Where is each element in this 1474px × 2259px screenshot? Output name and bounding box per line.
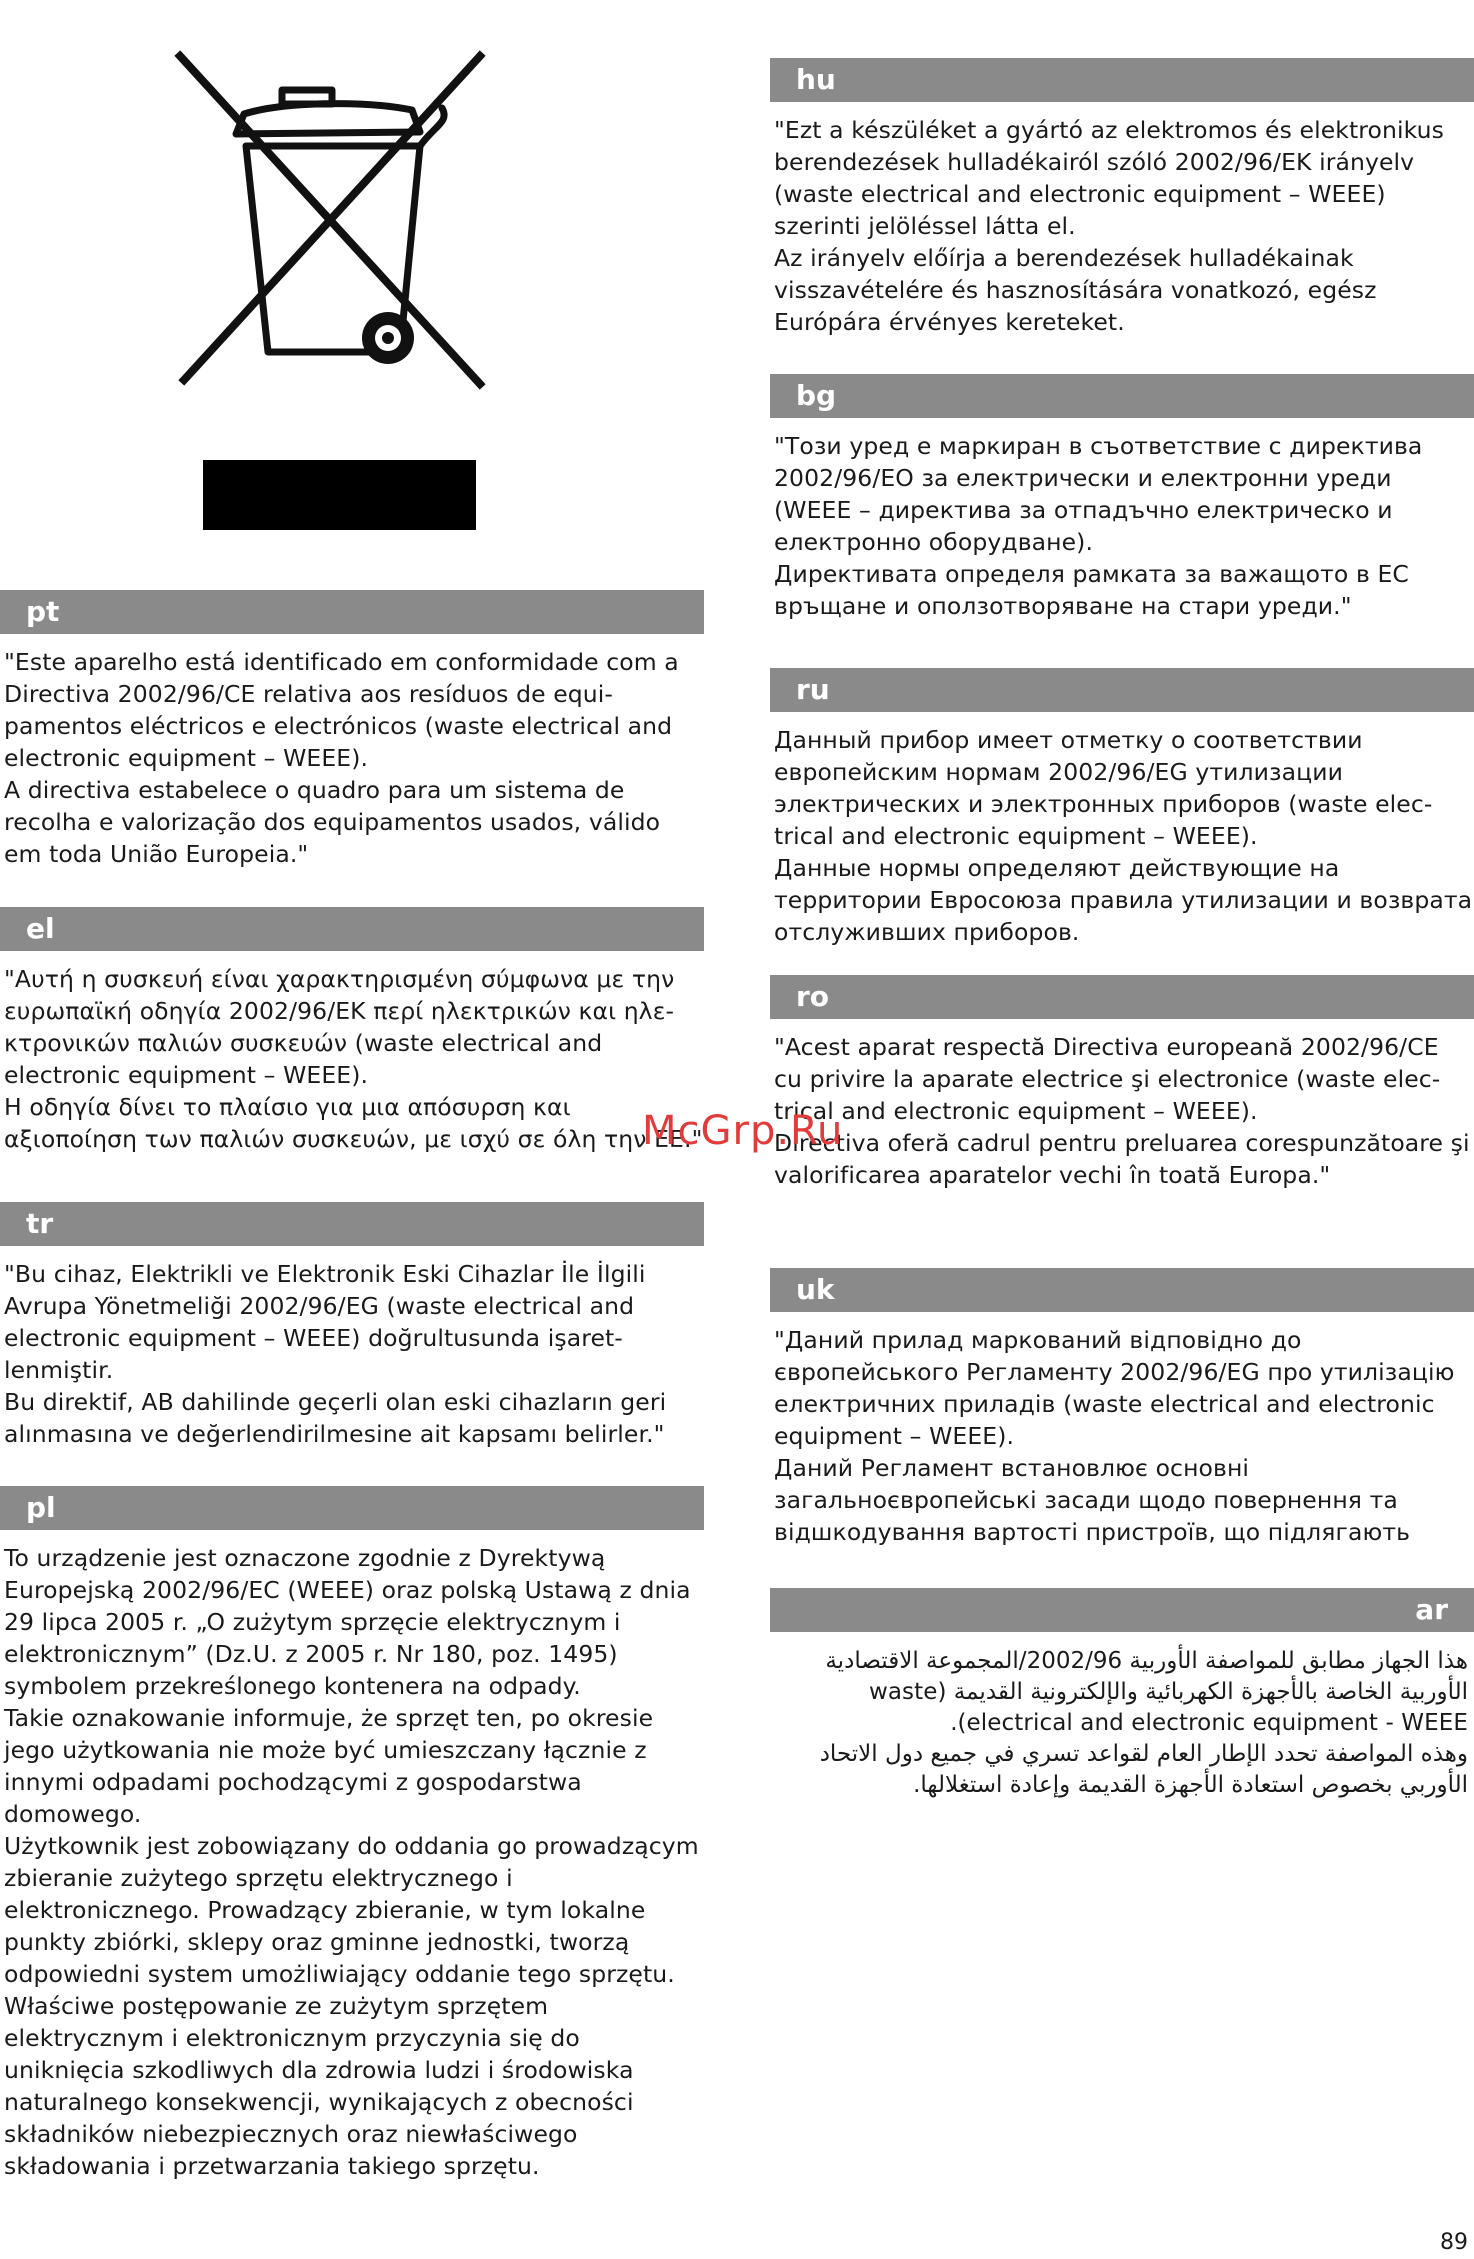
paragraph: Данные нормы определяют действующие на территории Евросоюза правила утилизации и возврата отслуживших приборов. xyxy=(774,854,1473,946)
section-tr xyxy=(0,1202,704,1450)
crossed-out-wheelie-bin-icon xyxy=(172,50,488,404)
section-body-bg xyxy=(770,418,1474,622)
page-number: 89 xyxy=(1440,2230,1468,2255)
paragraph: "Даний прилад маркований відповідно до європейського Регламенту 2002/96/EG про утилізацію електричних приладів (waste electrical and electronic equipment – WEEE). xyxy=(774,1326,1455,1450)
section-header-pt: pt xyxy=(0,590,704,634)
section-ar xyxy=(770,1588,1474,1801)
paragraph: Η οδηγία δίνει το πλαίσιο για μια απόσυρση και αξιοποίηση των παλιών συσκευών, με ισχύ σε όλη την ΕΕ." xyxy=(4,1093,703,1153)
section-body-tr xyxy=(0,1246,704,1450)
section-body-ro xyxy=(770,1019,1474,1191)
paragraph: Bu direktif, AB dahilinde geçerli olan eski cihazların geri alınmasına ve değerlendirilmesine ait kapsamı belirler." xyxy=(4,1388,667,1448)
section-header-bg: bg xyxy=(770,374,1474,418)
paragraph: Директивата определя рамката за важащото в ЕС връщане и оползотворяване на стари уреди." xyxy=(774,560,1409,620)
paragraph: Directiva oferă cadrul pentru preluarea corespunzătoare şi valorificarea aparatelor vechi în toată Europa." xyxy=(774,1129,1470,1189)
section-el xyxy=(0,907,704,1155)
section-header-ru: ru xyxy=(770,668,1474,712)
paragraph: Az irányelv előírja a berendezések hulladékainak visszavételére és hasznosítására vonatkozó, egész Európára érvényes kereteket. xyxy=(774,244,1377,336)
section-body-pl xyxy=(0,1530,704,2182)
section-body-hu xyxy=(770,102,1474,338)
section-hu xyxy=(770,58,1474,338)
paragraph: Данный прибор имеет отметку о соответствии европейским нормам 2002/96/EG утилизации электрических и электронных приборов (waste elec-trical and electronic equipment – WEEE). xyxy=(774,726,1433,850)
paragraph: "Bu cihaz, Elektrikli ve Elektronik Eski Cihazlar İle İlgili Avrupa Yönetmeliği 2002/96/EG (waste electrical and electronic equipment – WEEE) doğrultusunda işaret-lenmiştir. xyxy=(4,1260,646,1384)
paragraph: Takie oznakowanie informuje, że sprzęt ten, po okresie jego użytkowania nie może być umieszczany łącznie z innymi odpadami pochodzącymi z gospodarstwa domowego. xyxy=(4,1704,654,1828)
section-bg xyxy=(770,374,1474,622)
section-header-hu: hu xyxy=(770,58,1474,102)
section-header-pl: pl xyxy=(0,1486,704,1530)
section-body-pt xyxy=(0,634,704,870)
section-header-el: el xyxy=(0,907,704,951)
section-uk xyxy=(770,1268,1474,1548)
watermark: McGrp.Ru xyxy=(642,1108,844,1154)
section-ro xyxy=(770,975,1474,1191)
paragraph: هذا الجهاز مطابق للمواصفة الأوربية 2002/96/المجموعة الاقتصادية الأوربية الخاصة بالأجهزة الكهربائية والإلكترونية القديمة (waste electrical and electronic equipment - WEEE). xyxy=(825,1648,1468,1736)
paragraph: A directiva estabelece o quadro para um sistema de recolha e valorização dos equipamentos usados, válido em toda União Europeia." xyxy=(4,776,661,868)
paragraph: "Този уред е маркиран в съответствие с директива 2002/96/ЕО за електрически и електронни уреди (WEEE – директива за отпадъчно електрическо и електронно оборудване). xyxy=(774,432,1423,556)
section-body-ar xyxy=(770,1632,1474,1801)
section-body-ru xyxy=(770,712,1474,948)
section-header-ro: ro xyxy=(770,975,1474,1019)
paragraph: Даний Регламент встановлює основні загальноєвропейські засади щодо повернення та відшкодування вартості пристроїв, що підлягають xyxy=(774,1454,1411,1546)
section-body-uk xyxy=(770,1312,1474,1548)
section-header-tr: tr xyxy=(0,1202,704,1246)
paragraph: To urządzenie jest oznaczone zgodnie z Dyrektywą Europejską 2002/96/EC (WEEE) oraz polską Ustawą z dnia 29 lipca 2005 r. „O zużytym sprzęcie elektrycznym i elektronicznym” (Dz.U. z 2005 r. Nr 180, poz. 1495) symbolem przekreślonego kontenera na odpady. xyxy=(4,1544,691,1700)
paragraph: "Acest aparat respectă Directiva europeană 2002/96/CE cu privire la aparate electrice şi electronice (waste elec-trical and electronic equipment – WEEE). xyxy=(774,1033,1441,1125)
black-bar xyxy=(203,460,476,530)
section-header-ar: ar xyxy=(770,1588,1474,1632)
paragraph: وهذه المواصفة تحدد الإطار العام لقواعد تسري في جميع دول الاتحاد الأوربي بخصوص استعادة الأجهزة القديمة وإعادة استغلالها. xyxy=(819,1741,1468,1798)
section-ru xyxy=(770,668,1474,948)
section-header-uk: uk xyxy=(770,1268,1474,1312)
paragraph: "Este aparelho está identificado em conformidade com a Directiva 2002/96/CE relativa aos resíduos de equi-pamentos eléctricos e electrónicos (waste electrical and electronic equipment – WEEE). xyxy=(4,648,679,772)
paragraph: Użytkownik jest zobowiązany do oddania go prowadzącym zbieranie zużytego sprzętu elektrycznego i elektronicznego. Prowadzący zbieranie, w tym lokalne punkty zbiórki, sklepy oraz gminne jednostki, tworzą odpowiedni system umożliwiający oddanie tego sprzętu. xyxy=(4,1832,699,1988)
section-pt xyxy=(0,590,704,870)
section-body-el xyxy=(0,951,704,1155)
section-pl xyxy=(0,1486,704,2182)
paragraph: Właściwe postępowanie ze zużytym sprzętem elektrycznym i elektronicznym przyczynia się do uniknięcia szkodliwych dla zdrowia ludzi i środowiska naturalnego konsekwencji, wynikających z obecności składników niebezpiecznych oraz niewłaściwego składowania i przetwarzania takiego sprzętu. xyxy=(4,1992,634,2180)
paragraph: "Αυτή η συσκευή είναι χαρακτηρισμένη σύμφωνα με την ευρωπαϊκή οδηγία 2002/96/ΕΚ περί ηλεκτρικών και ηλε-κτρονικών παλιών συσκευών (waste electrical and electronic equipment – WEEE). xyxy=(4,965,675,1089)
paragraph: "Ezt a készüléket a gyártó az elektromos és elektronikus berendezések hulladékairól szóló 2002/96/EK irányelv (waste electrical and electronic equipment – WEEE) szerinti jelöléssel látta el. xyxy=(774,116,1444,240)
